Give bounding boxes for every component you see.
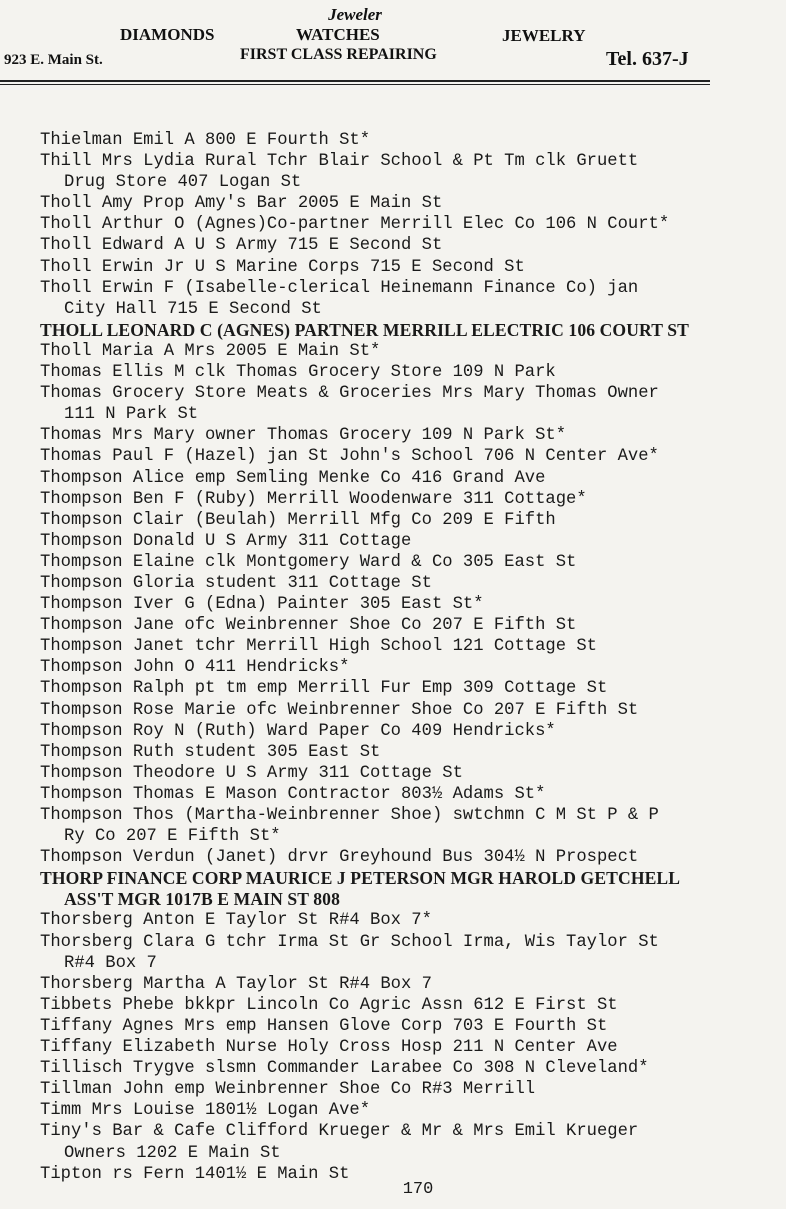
directory-entry: [40, 974, 780, 995]
directory-entry: [40, 868, 780, 910]
directory-entry: [40, 1121, 780, 1163]
entry-text: Thomas Paul F (Hazel) jan St John's School 706 N Center Ave*: [40, 447, 659, 467]
entry-text: Thompson Thomas E Mason Contractor 803½ Adams St*: [40, 784, 546, 804]
entry-text: Tibbets Phebe bkkpr Lincoln Co Agric Assn 612 E First St: [40, 995, 618, 1015]
entry-text: Timm Mrs Louise 1801½ Logan Ave*: [40, 1101, 371, 1121]
directory-entry: [40, 763, 780, 784]
directory-entry: [40, 657, 780, 678]
directory-entry: [40, 1037, 780, 1058]
directory-entry: [40, 636, 780, 657]
header-watches: WATCHES: [296, 25, 380, 44]
directory-entry: [40, 995, 780, 1016]
directory-entry: [40, 552, 780, 573]
entry-continuation: 111 N Park St: [64, 405, 199, 425]
entry-text: Tiffany Elizabeth Nurse Holy Cross Hosp 211 N Center Ave: [40, 1038, 618, 1058]
entry-text: Thompson Elaine clk Montgomery Ward & Co 305 East St: [40, 552, 577, 572]
entry-text: Tipton rs Fern 1401½ E Main St: [40, 1164, 350, 1184]
directory-entry: [40, 383, 780, 425]
directory-entry: [40, 615, 780, 636]
directory-entry: [40, 700, 780, 721]
entry-text: Thorsberg Anton E Taylor St R#4 Box 7*: [40, 911, 432, 931]
entry-text: Thompson Thos (Martha-Weinbrenner Shoe) swtchmn C M St P & P: [40, 806, 659, 825]
directory-entry: [40, 1100, 780, 1121]
entry-text: Thompson Jane ofc Weinbrenner Shoe Co 207 E Fifth St: [40, 616, 577, 636]
entry-text: Thompson Ben F (Ruby) Merrill Woodenware 311 Cottage*: [40, 489, 587, 509]
directory-entry: [40, 932, 780, 974]
entry-text: Thompson Ruth student 305 East St: [40, 742, 381, 762]
directory-entry: [40, 594, 780, 615]
directory-listing: [40, 130, 780, 1185]
entry-text: Tholl Maria A Mrs 2005 E Main St*: [40, 341, 381, 361]
directory-entry: [40, 784, 780, 805]
entry-continuation: City Hall 715 E Second St: [64, 299, 322, 319]
entry-continuation: ASS'T MGR 1017B E MAIN ST 808: [64, 889, 340, 910]
entry-text: Tholl Edward A U S Army 715 E Second St: [40, 236, 443, 256]
directory-entry: [40, 489, 780, 510]
directory-entry: [40, 446, 780, 467]
entry-text: Thompson Alice emp Semling Menke Co 416 Grand Ave: [40, 468, 546, 488]
entry-text: Thompson Roy N (Ruth) Ward Paper Co 409 Hendricks*: [40, 721, 556, 741]
page-number: 170: [402, 1180, 434, 1199]
entry-text: Thompson Rose Marie ofc Weinbrenner Shoe Co 207 E Fifth St: [40, 700, 639, 720]
entry-text: Thompson Janet tchr Merrill High School 121 Cottage St: [40, 637, 597, 657]
directory-entry: [40, 510, 780, 531]
entry-continuation: Drug Store 407 Logan St: [64, 173, 302, 193]
entry-continuation: R#4 Box 7: [64, 953, 157, 973]
entry-text: Thielman Emil A 800 E Fourth St*: [40, 131, 371, 150]
directory-entry: [40, 1079, 780, 1100]
entry-text: Tillman John emp Weinbrenner Shoe Co R#3 Merrill: [40, 1080, 536, 1100]
directory-entry: [40, 805, 780, 847]
directory-entry: [40, 468, 780, 489]
directory-entry: [40, 847, 780, 868]
header-jewelry: JEWELRY: [502, 26, 586, 45]
entry-continuation: Owners 1202 E Main St: [64, 1143, 281, 1163]
entry-text: Thorsberg Martha A Taylor St R#4 Box 7: [40, 974, 432, 994]
directory-entry: [40, 341, 780, 362]
directory-entry: [40, 320, 780, 341]
directory-entry: [40, 362, 780, 383]
directory-entry: [40, 573, 780, 594]
header-telephone: Tel. 637-J: [606, 48, 689, 70]
entry-text: Tiny's Bar & Cafe Clifford Krueger & Mr & Mrs Emil Krueger: [40, 1122, 639, 1142]
directory-entry: [40, 531, 780, 552]
page-header: [0, 0, 786, 90]
entry-text: Thompson Ralph pt tm emp Merrill Fur Emp 309 Cottage St: [40, 679, 608, 699]
entry-text: Thompson John O 411 Hendricks*: [40, 658, 350, 678]
directory-entry: [40, 910, 780, 931]
entry-text: Thomas Grocery Store Meats & Groceries Mrs Mary Thomas Owner: [40, 384, 659, 404]
header-address: 923 E. Main St.: [4, 52, 103, 68]
directory-entry: [40, 214, 780, 235]
directory-entry: [40, 278, 780, 320]
directory-entry: [40, 425, 780, 446]
entry-text: Thompson Clair (Beulah) Merrill Mfg Co 209 E Fifth: [40, 510, 556, 530]
directory-entry: [40, 1058, 780, 1079]
header-repairing: FIRST CLASS REPAIRING: [240, 46, 437, 63]
entry-text: THORP FINANCE CORP MAURICE J PETERSON MGR HAROLD GETCHELL: [40, 868, 681, 889]
header-jeweler: Jeweler: [328, 5, 382, 24]
entry-text: Tholl Erwin Jr U S Marine Corps 715 E Second St: [40, 257, 525, 277]
directory-entry: [40, 235, 780, 256]
entry-text: Thorsberg Clara G tchr Irma St Gr School Irma, Wis Taylor St: [40, 932, 659, 952]
directory-entry: [40, 130, 780, 151]
directory-entry: [40, 678, 780, 699]
entry-text: Thompson Iver G (Edna) Painter 305 East St*: [40, 595, 484, 615]
entry-text: THOLL LEONARD C (AGNES) PARTNER MERRILL ELECTRIC 106 COURT ST: [40, 319, 689, 340]
directory-entry: [40, 721, 780, 742]
header-divider: [0, 80, 710, 85]
entry-text: Thomas Mrs Mary owner Thomas Grocery 109 N Park St*: [40, 426, 567, 446]
entry-text: Tholl Amy Prop Amy's Bar 2005 E Main St: [40, 194, 443, 214]
directory-entry: [40, 742, 780, 763]
entry-text: Thompson Verdun (Janet) drvr Greyhound Bus 304½ N Prospect: [40, 848, 639, 868]
entry-text: Tillisch Trygve slsmn Commander Larabee Co 308 N Cleveland*: [40, 1059, 649, 1079]
entry-text: Thompson Donald U S Army 311 Cottage: [40, 531, 412, 551]
header-diamonds: DIAMONDS: [120, 25, 215, 44]
directory-entry: [40, 1016, 780, 1037]
entry-text: Thill Mrs Lydia Rural Tchr Blair School & Pt Tm clk Gruett: [40, 152, 639, 172]
entry-text: Tholl Arthur O (Agnes)Co-partner Merrill Elec Co 106 N Court*: [40, 215, 670, 235]
entry-text: Tiffany Agnes Mrs emp Hansen Glove Corp 703 E Fourth St: [40, 1016, 608, 1036]
entry-text: Thompson Theodore U S Army 311 Cottage St: [40, 763, 463, 783]
directory-entry: [40, 151, 780, 193]
entry-text: Thompson Gloria student 311 Cottage St: [40, 573, 432, 593]
entry-text: Thomas Ellis M clk Thomas Grocery Store 109 N Park: [40, 363, 556, 383]
directory-entry: [40, 193, 780, 214]
directory-entry: [40, 257, 780, 278]
entry-text: Tholl Erwin F (Isabelle-clerical Heinemann Finance Co) jan: [40, 278, 639, 298]
entry-continuation: Ry Co 207 E Fifth St*: [64, 827, 281, 847]
